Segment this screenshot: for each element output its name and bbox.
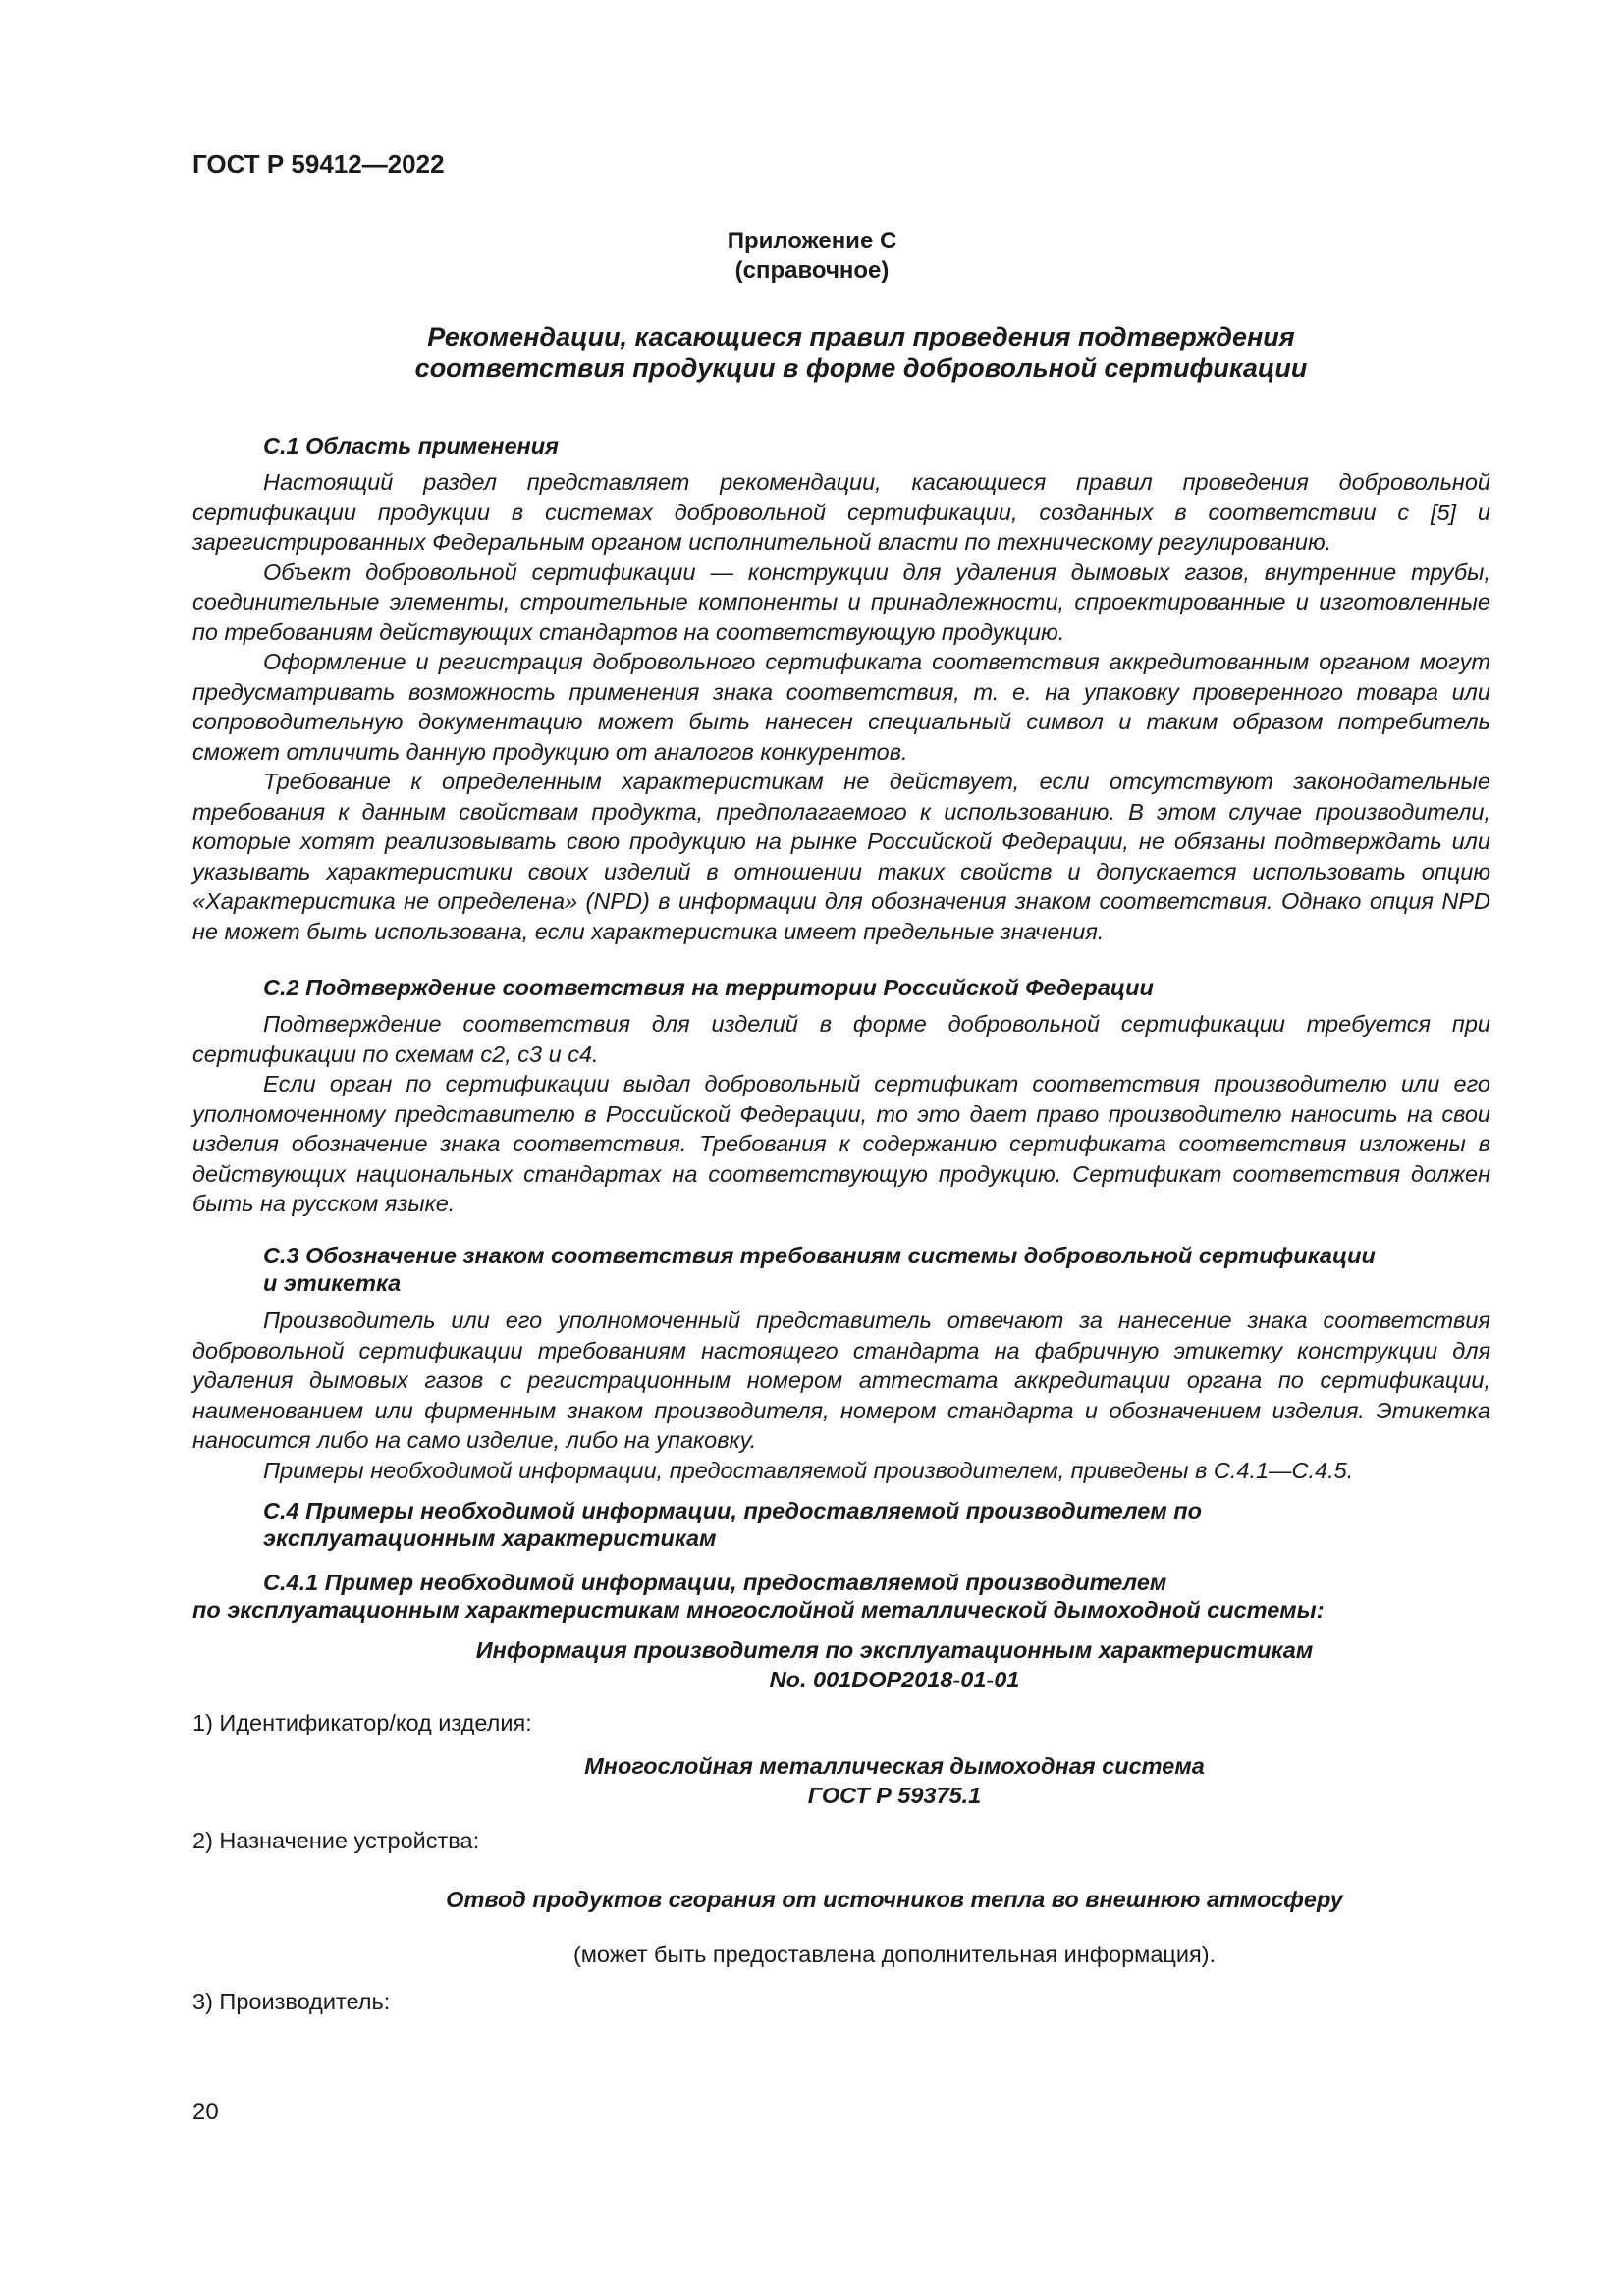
section-c41-heading — [192, 1569, 1490, 1624]
section-c4-heading-line1: С.4 Примеры необходимой информации, предоставляемой производителем по — [263, 1498, 1202, 1523]
page-number: 20 — [192, 2099, 219, 2125]
paragraph: Оформление и регистрация добровольного сертификата соответствия аккредитованным органом могут предусматривать возможность применения знака соответствия, т. е. на упаковку проверенного товара или сопроводительную документацию может быть нанесен специальный символ и таким образом потребитель сможет отличить данную продукцию от аналогов конкурентов. — [192, 649, 1490, 765]
item2-value — [192, 1885, 1597, 1914]
item3-label: 3) Производитель: — [192, 1989, 391, 2014]
section-c41-heading-line2: по эксплуатационным характеристикам многослойной металлической дымоходной системы: — [192, 1597, 1325, 1623]
section-c41-heading-line1: С.4.1 Пример необходимой информации, предоставляемой производителем — [263, 1570, 1167, 1595]
paragraph: Требование к определенным характеристикам не действует, если отсутствуют законодательные требования к данным свойствам продукта, предполагаемого к использованию. В этом случае производители, которые хотят реализовывать свою продукцию на рынке Российской Федерации, не обязаны подтверждать или указывать характеристики своих изделий в отношении таких свойств и допускается использовать опцию «Характеристика не определена» (NPD) в информации для обозначения знаком соответствия. Однако опция NPD не может быть использована, если характеристика имеет предельные значения. — [192, 769, 1490, 944]
section-c1-body — [192, 467, 1490, 946]
item1-value-line1: Многослойная металлическая дымоходная система — [584, 1753, 1205, 1779]
item2-note: (может быть предоставлена дополнительная информация). — [572, 1942, 1217, 1967]
doc-title-line2: соответствия продукции в форме добровольной сертификации — [414, 353, 1308, 383]
paragraph: Настоящий раздел представляет рекомендации, касающиеся правил проведения добровольной сертификации продукции в системах добровольной сертификации, созданных в соответствии с [5] и зарегистрированных Федеральным органом исполнительной власти по техническому регулированию. — [192, 469, 1490, 555]
paragraph: Производитель или его уполномоченный представитель отвечают за нанесение знака соответствия добровольной сертификации требованиям настоящего стандарта на фабричную этикетку конструкции для удаления дымовых газов с регистрационным номером аттестата аккредитации органа по сертификации, наименованием или фирменным знаком производителя, номером стандарта и обозначением изделия. Этикетка наносится либо на само изделие, либо на упаковку. — [192, 1308, 1490, 1453]
appendix-type: (справочное) — [734, 257, 890, 284]
paragraph: Если орган по сертификации выдал добровольный сертификат соответствия производителю или его уполномоченному представителю в Российской Федерации, то это дает право производителю наносить на свои изделия обозначение знака соответствия. Требования к содержанию сертификата соответствия изложены в действующих национальных стандартах на соответствующую продукцию. Сертификат соответствия должен быть на русском языке. — [192, 1071, 1490, 1216]
appendix-title: Приложение С — [727, 228, 897, 254]
paragraph: Подтверждение соответствия для изделий в форме добровольной сертификации требуется при сертификации по схемам с2, с3 и с4. — [192, 1011, 1490, 1067]
section-c1-heading: С.1 Область применения — [263, 433, 559, 458]
doc-title-line1: Рекомендации, касающиеся правил проведения подтверждения — [427, 322, 1295, 351]
section-c3-heading-line2: и этикетка — [263, 1270, 402, 1296]
info-title — [192, 1635, 1597, 1694]
standard-code: ГОСТ Р 59412—2022 — [192, 149, 445, 179]
item2-label: 2) Назначение устройства: — [192, 1828, 480, 1853]
item1-value-line2: ГОСТ Р 59375.1 — [807, 1783, 982, 1808]
item1-value — [192, 1751, 1597, 1810]
section-c2-body — [192, 1009, 1490, 1219]
item2-value-text: Отвод продуктов сгорания от источников тепла во внешнюю атмосферу — [446, 1887, 1343, 1912]
info-title-line2: No. 001DOP2018-01-01 — [769, 1667, 1020, 1692]
info-title-line1: Информация производителя по эксплуатационным характеристикам — [475, 1637, 1314, 1663]
paragraph: Объект добровольной сертификации — конструкции для удаления дымовых газов, внутренние трубы, соединительные элементы, строительные компоненты и принадлежности, спроектированные и изготовленные по требованиям действующих стандартов на соответствующую продукцию. — [192, 559, 1490, 645]
paragraph: Примеры необходимой информации, предоставляемой производителем, приведены в С.4.1—С.4.5. — [263, 1457, 1354, 1483]
section-c2-heading: С.2 Подтверждение соответствия на территории Российской Федерации — [263, 975, 1154, 1000]
section-c3-body — [192, 1306, 1490, 1485]
section-c3-heading-line1: С.3 Обозначение знаком соответствия требованиям системы добровольной сертификации — [263, 1243, 1376, 1268]
section-c4-heading-line2: эксплуатационным характеристикам — [263, 1525, 717, 1551]
item1-label: 1) Идентификатор/код изделия: — [192, 1710, 532, 1735]
